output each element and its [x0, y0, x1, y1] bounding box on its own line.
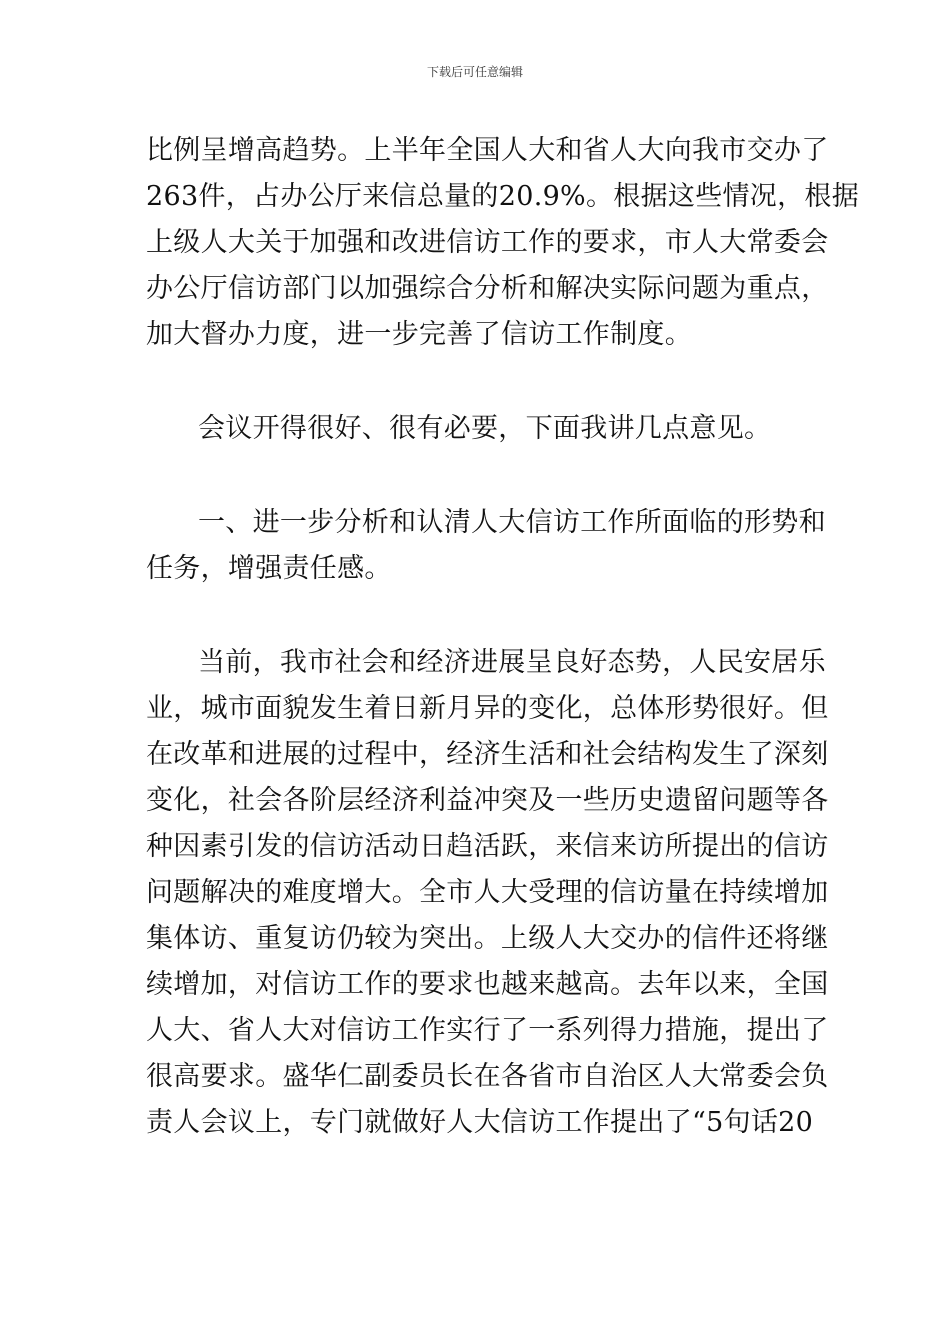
text-line: 集体访、重复访仍较为突出。上级人大交办的信件还将继 — [146, 923, 829, 954]
text-line: 加大督办力度，进一步完善了信访工作制度。 — [146, 319, 692, 350]
paragraph-gap — [146, 592, 806, 640]
text-line: 任务，增强责任感。 — [146, 553, 392, 584]
text-line: 办公厅信访部门以加强综合分析和解决实际问题为重点， — [146, 273, 829, 304]
document-body — [146, 128, 860, 1146]
text-line: 问题解决的难度增大。全市人大受理的信访量在持续增加 — [146, 877, 829, 908]
text-line: 人大、省人大对信访工作实行了一系列得力措施，提出了 — [146, 1015, 829, 1046]
text-line: 当前，我市社会和经济进展呈良好态势，人民安居乐 — [198, 647, 826, 678]
paragraph-2 — [146, 406, 806, 452]
paragraph-1 — [146, 128, 860, 358]
text-line: 在改革和进展的过程中，经济生活和社会结构发生了深刻 — [146, 739, 829, 770]
text-line: 业，城市面貌发生着日新月异的变化，总体形势很好。但 — [146, 693, 829, 724]
section-heading — [146, 500, 826, 592]
page-header: 下载后可任意编辑 — [426, 65, 523, 79]
text-line: 续增加，对信访工作的要求也越来越高。去年以来，全国 — [146, 969, 829, 1000]
text-line: 比例呈增高趋势。上半年全国人大和省人大向我市交办了 — [146, 135, 829, 166]
text-line: 变化，社会各阶层经济利益冲突及一些历史遗留问题等各 — [146, 785, 829, 816]
text-line: 一、进一步分析和认清人大信访工作所面临的形势和 — [198, 507, 826, 538]
text-line: 种因素引发的信访活动日趋活跃，来信来访所提出的信访 — [146, 831, 829, 862]
text-line: 会议开得很好、很有必要，下面我讲几点意见。 — [198, 413, 772, 444]
text-line: 很高要求。盛华仁副委员长在各省市自治区人大常委会负 — [146, 1061, 829, 1092]
paragraph-gap — [146, 452, 806, 500]
text-line: 上级人大关于加强和改进信访工作的要求，市人大常委会 — [146, 227, 829, 258]
paragraph-gap — [146, 358, 806, 406]
text-line: 责人会议上，专门就做好人大信访工作提出了“5句话20 — [146, 1107, 814, 1138]
text-line: 263件，占办公厅来信总量的20.9%。根据这些情况，根据 — [146, 181, 860, 212]
paragraph-4 — [146, 640, 829, 1146]
